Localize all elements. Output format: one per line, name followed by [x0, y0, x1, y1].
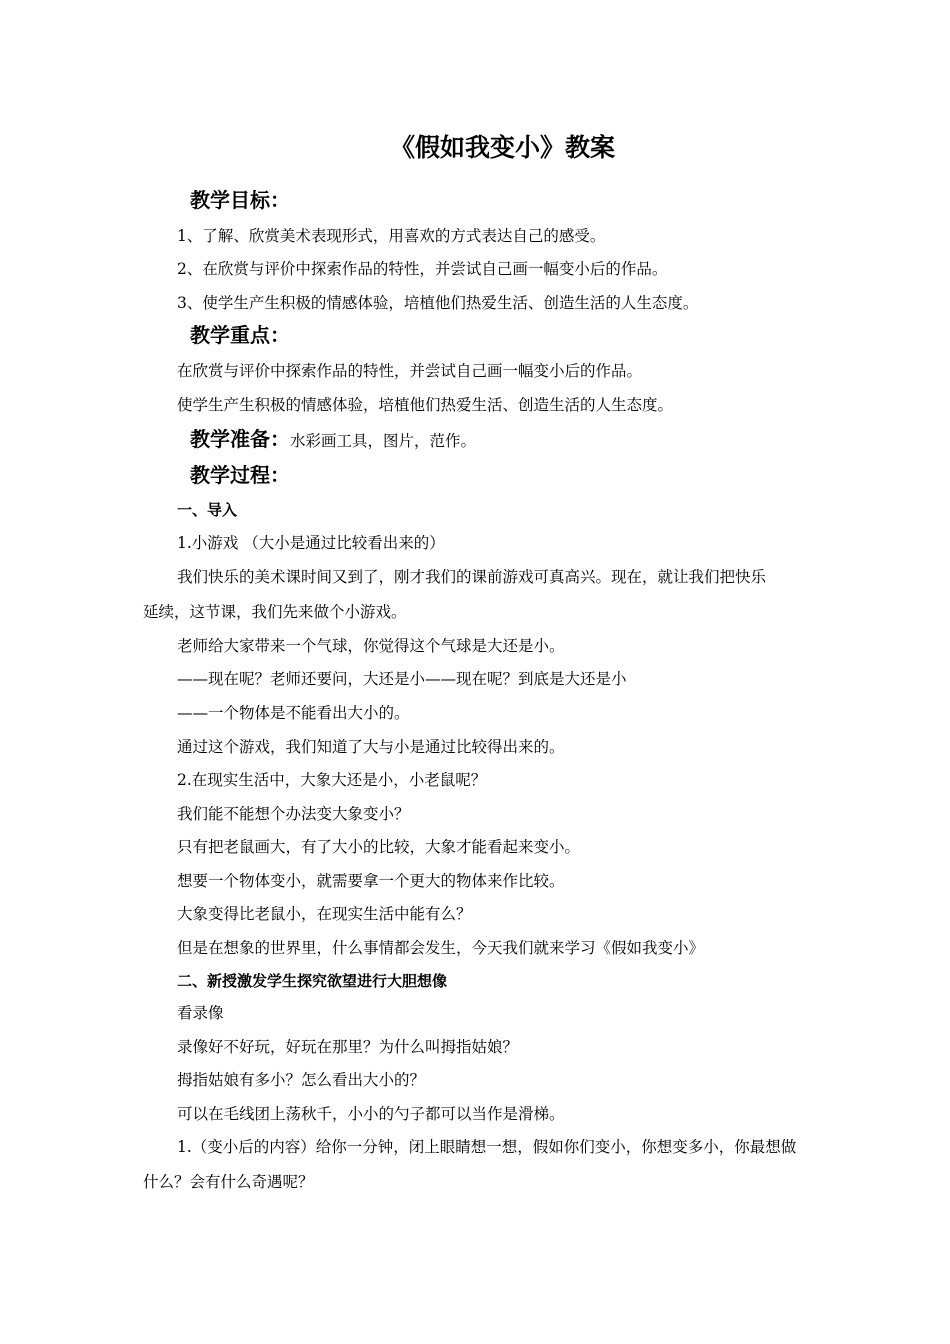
document-title: 《假如我变小》教案: [389, 133, 615, 162]
section2-title: 二、新授激发学生探究欲望进行大胆想像: [177, 972, 448, 990]
key-point-item: 使学生产生积极的情感体验，培植他们热爱生活、创造生活的人生态度。: [177, 396, 674, 414]
preparation-row: [190, 424, 476, 456]
section1-line: 但是在想象的世界里，什么事情都会发生，今天我们就来学习《假如我变小》: [177, 939, 705, 957]
section1-line: 1.小游戏 （大小是通过比较看出来的）: [177, 534, 445, 552]
section1-line: 通过这个游戏，我们知道了大与小是通过比较得出来的。: [177, 738, 565, 756]
section1-line: 我们能不能想个办法变大象变小？: [177, 805, 410, 823]
preparation-heading: 教学准备：: [190, 427, 290, 451]
section2-line: 看录像: [177, 1004, 224, 1022]
section2-line: 拇指姑娘有多小？怎么看出大小的？: [177, 1071, 426, 1089]
section1-line: ——一个物体是不能看出大小的。: [177, 704, 410, 722]
section1-line: 想要一个物体变小，就需要拿一个更大的物体来作比较。: [177, 872, 565, 890]
section1-title: 一、导入: [177, 501, 238, 519]
section2-line: 什么？会有什么奇遇呢？: [143, 1173, 314, 1191]
objective-item: 3、使学生产生积极的情感体验，培植他们热爱生活、创造生活的人生态度。: [177, 294, 699, 312]
key-points-heading: 教学重点：: [190, 323, 290, 347]
section1-line: ——现在呢？老师还要问，大还是小——现在呢？到底是大还是小: [177, 670, 627, 688]
key-point-item: 在欣赏与评价中探索作品的特性，并尝试自己画一幅变小后的作品。: [177, 362, 643, 380]
section1-line: 老师给大家带来一个气球，你觉得这个气球是大还是小。: [177, 637, 565, 655]
section1-line: 大象变得比老鼠小，在现实生活中能有么？: [177, 905, 472, 923]
section1-line: 我们快乐的美术课时间又到了，刚才我们的课前游戏可真高兴。现在，就让我们把快乐: [177, 568, 767, 586]
objective-item: 2、在欣赏与评价中探索作品的特性，并尝试自己画一幅变小后的作品。: [177, 260, 668, 278]
process-heading: 教学过程：: [190, 463, 290, 487]
objectives-heading: 教学目标：: [190, 188, 290, 212]
objective-item: 1、了解、欣赏美术表现形式，用喜欢的方式表达自己的感受。: [177, 227, 606, 245]
section1-line: 2.在现实生活中，大象大还是小，小老鼠呢？: [177, 771, 487, 789]
section1-line: 延续，这节课，我们先来做个小游戏。: [143, 603, 407, 621]
section2-line: 可以在毛线团上荡秋千，小小的勺子都可以当作是滑梯。: [177, 1105, 565, 1123]
section2-line: 录像好不好玩，好玩在那里？为什么叫拇指姑娘？: [177, 1038, 519, 1056]
preparation-text: 水彩画工具，图片，范作。: [290, 432, 477, 450]
section1-line: 只有把老鼠画大，有了大小的比较，大象才能看起来变小。: [177, 838, 581, 856]
section2-line: 1.（变小后的内容）给你一分钟，闭上眼睛想一想，假如你们变小，你想变多小，你最想做: [177, 1138, 797, 1156]
